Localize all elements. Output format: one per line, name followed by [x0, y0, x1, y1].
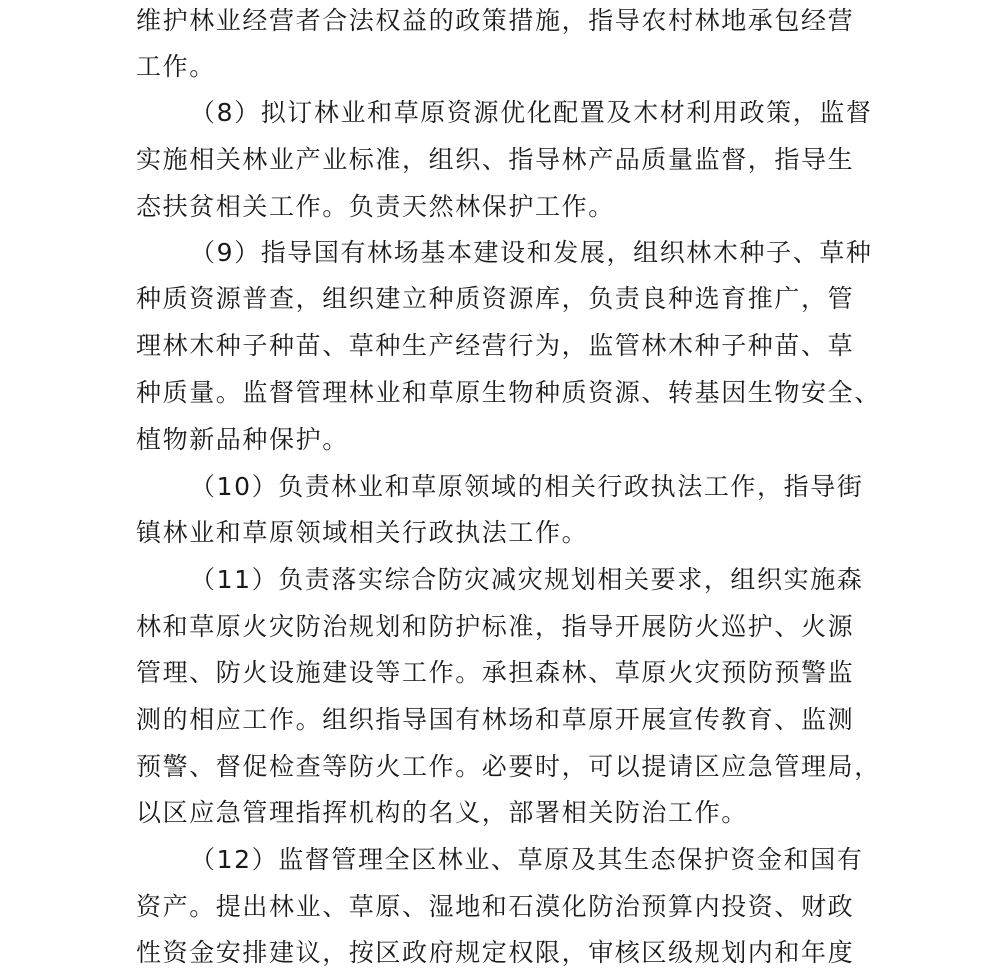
text-line: 性资金安排建议，按区政府规定权限，审核区级规划内和年度 [136, 938, 855, 967]
text-line: 种质量。监督管理林业和草原生物种质资源、转基因生物安全、 [136, 378, 881, 407]
text-line: 以区应急管理指挥机构的名义，部署相关防治工作。 [136, 798, 748, 827]
text-line: 管理、防火设施建设等工作。承担森林、草原火灾预防预警监 [136, 658, 855, 687]
text-line: 理林木种子种苗、草种生产经营行为，监管林木种子种苗、草 [136, 331, 855, 360]
paragraph-12-first-line: （12）监督管理全区林业、草原及其生态保护资金和国有 [190, 845, 864, 874]
text-line: 林和草原火灾防治规划和防护标准，指导开展防火巡护、火源 [136, 612, 855, 641]
text-line: 态扶贫相关工作。负责天然林保护工作。 [136, 192, 615, 221]
text-line: 种质资源普查，组织建立种质资源库，负责良种选育推广，管 [136, 284, 855, 313]
text-line: 植物新品种保护。 [136, 425, 349, 454]
paragraph-10-first-line: （10）负责林业和草原领域的相关行政执法工作，指导街 [190, 472, 864, 501]
text-line: 资产。提出林业、草原、湿地和石漠化防治预算内投资、财政 [136, 892, 855, 921]
text-line: 测的相应工作。组织指导国有林场和草原开展宣传教育、监测 [136, 705, 855, 734]
text-line: 实施相关林业产业标准，组织、指导林产品质量监督，指导生 [136, 145, 855, 174]
text-line: 镇林业和草原领域相关行政执法工作。 [136, 518, 589, 547]
text-line: 预警、督促检查等防火工作。必要时，可以提请区应急管理局， [136, 752, 881, 781]
text-line: 工作。 [136, 52, 216, 81]
paragraph-11-first-line: （11）负责落实综合防灾减灾规划相关要求，组织实施森 [190, 565, 864, 594]
paragraph-9-first-line: （9）指导国有林场基本建设和发展，组织林木种子、草种 [190, 238, 873, 267]
text-line: 维护林业经营者合法权益的政策措施，指导农村林地承包经营 [136, 6, 855, 35]
paragraph-8-first-line: （8）拟订林业和草原资源优化配置及木材利用政策，监督 [190, 98, 873, 127]
